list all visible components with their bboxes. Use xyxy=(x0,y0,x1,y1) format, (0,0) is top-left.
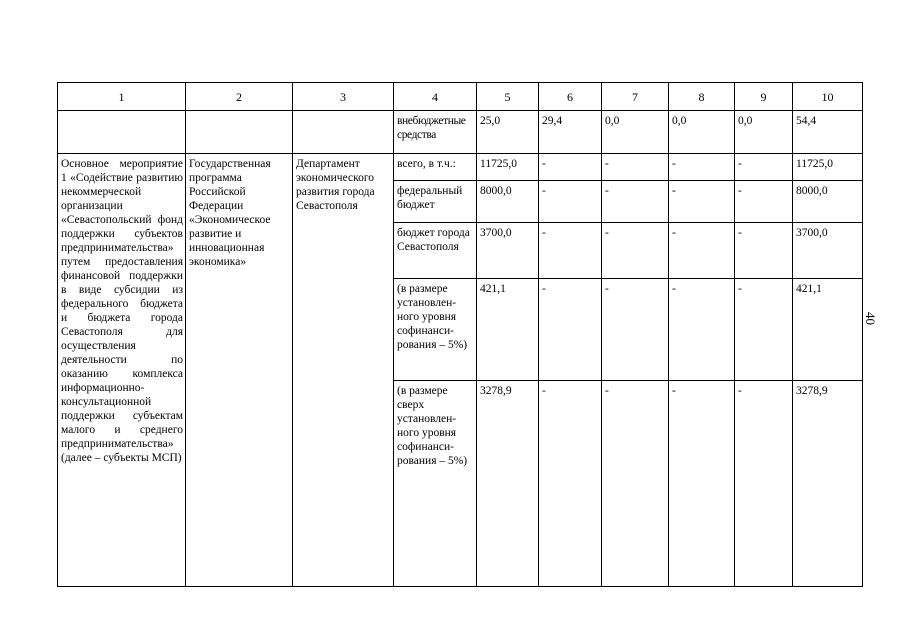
value-cell: 11725,0 xyxy=(477,154,539,181)
value-cell: 29,4 xyxy=(539,111,602,154)
value-cell: 54,4 xyxy=(793,111,863,154)
table-row xyxy=(58,111,863,154)
header-cell: 2 xyxy=(186,83,293,111)
header-row xyxy=(58,83,863,111)
header-cell: 3 xyxy=(293,83,394,111)
value-cell: 0,0 xyxy=(602,111,669,154)
value-cell: 0,0 xyxy=(735,111,793,154)
header-cell: 7 xyxy=(602,83,669,111)
value-cell: 8000,0 xyxy=(477,181,539,223)
value-cell: 421,1 xyxy=(477,279,539,381)
funding-source-cell: внебюджетные средства xyxy=(394,111,477,154)
executor-cell: Департамент экономического развития города Севастополя xyxy=(293,154,394,587)
value-cell: - xyxy=(539,181,602,223)
value-cell: 11725,0 xyxy=(793,154,863,181)
header-cell: 4 xyxy=(394,83,477,111)
value-cell: - xyxy=(539,279,602,381)
value-cell: - xyxy=(669,154,735,181)
value-cell: 3700,0 xyxy=(477,223,539,279)
budget-table xyxy=(57,82,863,587)
value-cell: - xyxy=(602,279,669,381)
header-cell: 8 xyxy=(669,83,735,111)
value-cell: 3278,9 xyxy=(477,381,539,587)
value-cell: - xyxy=(735,181,793,223)
value-cell: - xyxy=(539,223,602,279)
header-cell: 5 xyxy=(477,83,539,111)
value-cell: 8000,0 xyxy=(793,181,863,223)
value-cell: - xyxy=(669,381,735,587)
value-cell: - xyxy=(669,181,735,223)
value-cell: - xyxy=(539,154,602,181)
funding-source-cell: (в размере сверх установлен-ного уровня софинанси-рования – 5%) xyxy=(394,381,477,587)
value-cell: 25,0 xyxy=(477,111,539,154)
value-cell: - xyxy=(602,181,669,223)
funding-source-cell: бюджет города Севастополя xyxy=(394,223,477,279)
header-cell: 1 xyxy=(58,83,186,111)
funding-source-cell: (в размере установлен-ного уровня софинанси-рования – 5%) xyxy=(394,279,477,381)
value-cell: - xyxy=(735,223,793,279)
empty-cell xyxy=(293,111,394,154)
header-cell: 10 xyxy=(793,83,863,111)
value-cell: - xyxy=(539,381,602,587)
event-name-cell: Основное мероприятие 1 «Содействие развитию некоммерческой организации «Севастопольский фонд поддержки субъектов предпринимательства» путем предоставления финансовой поддержки в виде субсидии из федерального бюджета и бюджета города Севастополя для осуществления деятельности по оказанию комплекса информационно-консультационной поддержки субъектам малого и среднего предпринимательства» (далее – субъекты МСП) xyxy=(58,154,186,587)
value-cell: - xyxy=(602,223,669,279)
value-cell: - xyxy=(735,381,793,587)
value-cell: - xyxy=(602,154,669,181)
value-cell: 3700,0 xyxy=(793,223,863,279)
empty-cell xyxy=(58,111,186,154)
header-cell: 9 xyxy=(735,83,793,111)
empty-cell xyxy=(186,111,293,154)
funding-source-cell: федеральный бюджет xyxy=(394,181,477,223)
value-cell: 421,1 xyxy=(793,279,863,381)
value-cell: - xyxy=(669,223,735,279)
funding-source-cell: всего, в т.ч.: xyxy=(394,154,477,181)
value-cell: - xyxy=(735,154,793,181)
header-cell: 6 xyxy=(539,83,602,111)
value-cell: - xyxy=(669,279,735,381)
value-cell: - xyxy=(735,279,793,381)
program-cell: Государственная программа Российской Федерации «Экономическое развитие и инновационная экономика» xyxy=(186,154,293,587)
value-cell: 3278,9 xyxy=(793,381,863,587)
page-number: 40 xyxy=(863,312,878,325)
value-cell: - xyxy=(602,381,669,587)
value-cell: 0,0 xyxy=(669,111,735,154)
table-row xyxy=(58,154,863,181)
